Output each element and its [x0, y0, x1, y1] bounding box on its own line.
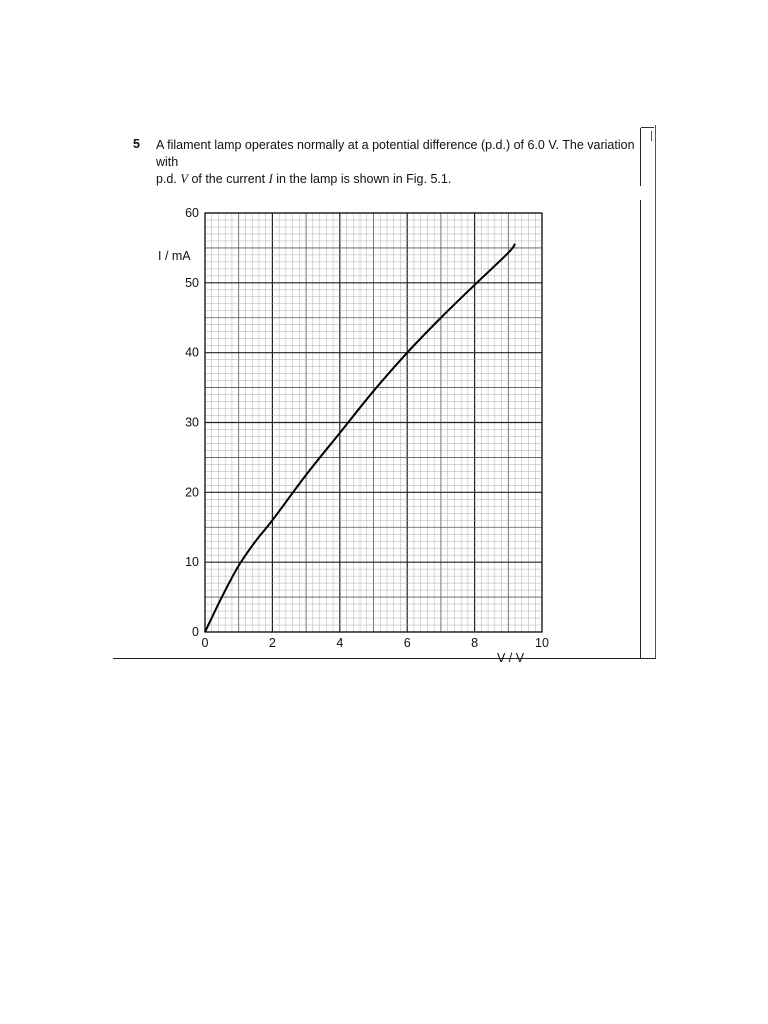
x-tick-label: 10: [535, 636, 549, 650]
x-tick-label: 6: [403, 636, 411, 650]
question-text-part: in the lamp is shown in Fig. 5.1.: [272, 172, 452, 186]
x-tick-label: 2: [268, 636, 276, 650]
x-tick-label: 8: [471, 636, 479, 650]
question-text-line1: A filament lamp operates normally at a potential difference (p.d.) of 6.0 V. The variation with: [156, 138, 635, 169]
y-tick-label: 0: [192, 625, 199, 639]
y-tick-label: 20: [185, 485, 199, 500]
question-text-part: of the current: [187, 172, 269, 186]
graph-grid: [205, 213, 542, 632]
y-tick-label: 50: [185, 275, 199, 290]
y-axis-label: I / mA: [158, 249, 191, 263]
tick-labels: [185, 206, 549, 650]
y-tick-label: 60: [185, 206, 199, 220]
x-axis-label: V / V: [497, 651, 525, 665]
x-tick-label: 0: [201, 636, 209, 650]
y-tick-label: 40: [185, 345, 199, 360]
question-text-part: p.d.: [156, 172, 181, 186]
current-symbol: I: [268, 172, 273, 186]
y-tick-label: 30: [185, 415, 199, 430]
voltage-symbol: V: [180, 172, 188, 186]
y-tick-label: 10: [185, 555, 199, 570]
x-tick-label: 4: [336, 636, 344, 650]
question-number: 5: [133, 137, 140, 151]
